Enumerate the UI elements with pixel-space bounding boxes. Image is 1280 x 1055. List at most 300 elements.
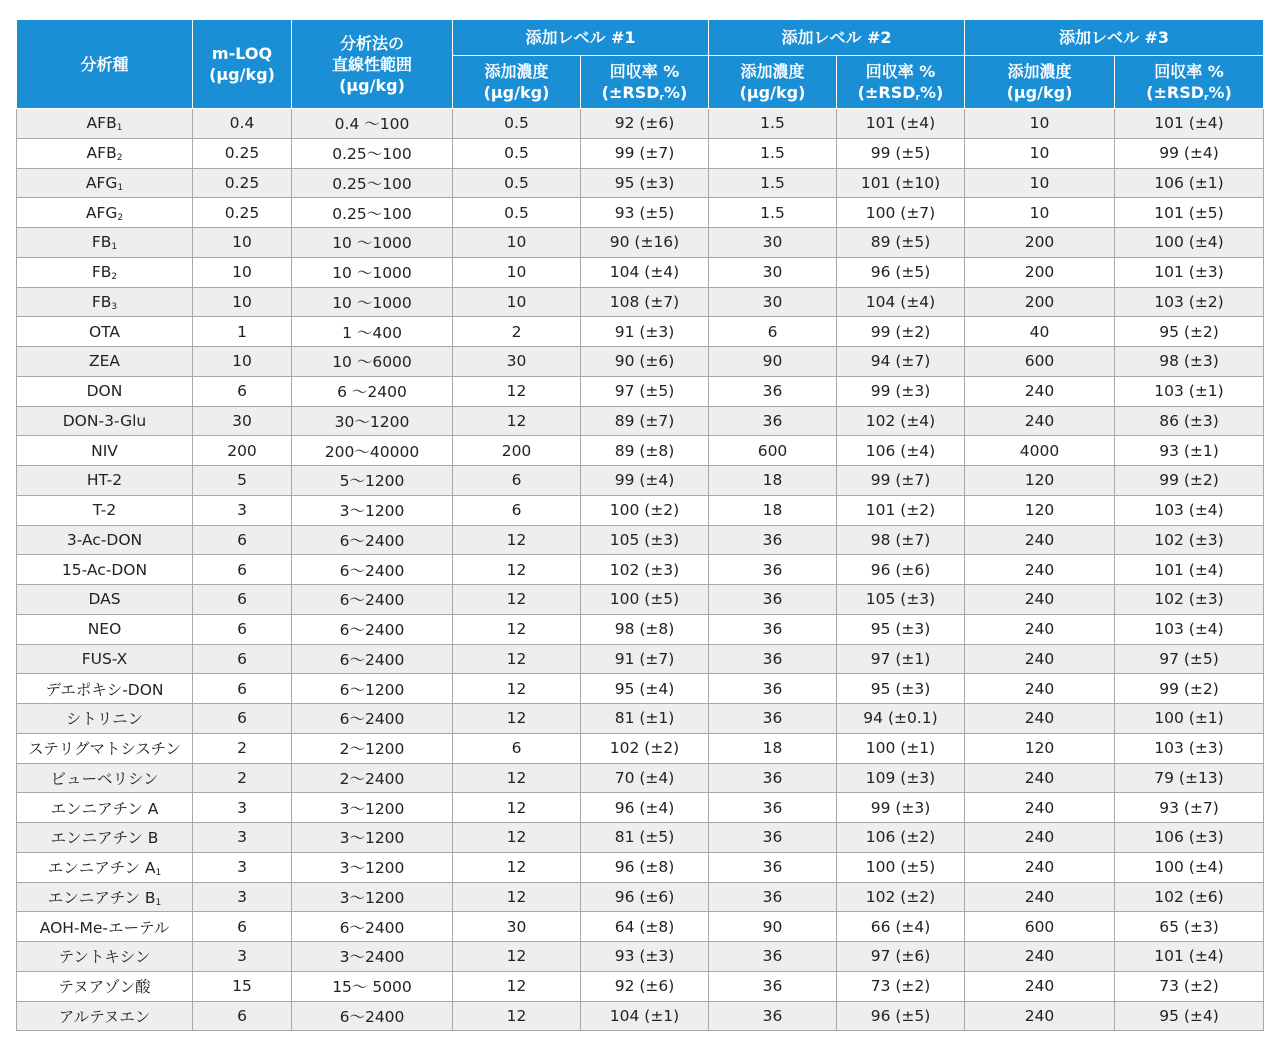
analyte-cell: NIV — [17, 436, 193, 466]
conc-1-cell: 12 — [453, 852, 581, 882]
analyte-cell: DON-3-Glu — [17, 406, 193, 436]
conc-2-cell: 36 — [709, 585, 837, 615]
table-row — [17, 555, 1264, 585]
table-row — [17, 495, 1264, 525]
conc-1-cell: 12 — [453, 674, 581, 704]
conc-2-cell: 36 — [709, 1001, 837, 1031]
conc-2-cell: 90 — [709, 912, 837, 942]
conc-2-cell: 1.5 — [709, 109, 837, 139]
recovery-3-cell: 73 (±2) — [1115, 971, 1264, 1001]
range-cell: 10 ～6000 — [292, 347, 453, 377]
recovery-1-cell: 104 (±4) — [581, 257, 709, 287]
analyte-cell: DON — [17, 376, 193, 406]
analyte-cell: $AFG_2$ — [17, 198, 193, 228]
conc-1-cell: 10 — [453, 287, 581, 317]
mloq-cell: 0.25 — [193, 138, 292, 168]
range-cell: 6～2400 — [292, 1001, 453, 1031]
conc-2-cell: 36 — [709, 614, 837, 644]
header-conc: 添加濃度 (µg/kg) — [709, 56, 837, 109]
conc-2-cell: 30 — [709, 257, 837, 287]
conc-2-cell: 18 — [709, 733, 837, 763]
table-row — [17, 257, 1264, 287]
recovery-3-cell: 103 (±2) — [1115, 287, 1264, 317]
recovery-1-cell: 90 (±16) — [581, 228, 709, 258]
recovery-3-cell: 103 (±4) — [1115, 495, 1264, 525]
recovery-1-cell: 92 (±6) — [581, 971, 709, 1001]
analyte-cell: $AFB_2$ — [17, 138, 193, 168]
conc-1-cell: 30 — [453, 347, 581, 377]
table-row — [17, 109, 1264, 139]
recovery-1-cell: 100 (±5) — [581, 585, 709, 615]
recovery-2-cell: 99 (±5) — [837, 138, 965, 168]
table-row — [17, 644, 1264, 674]
conc-1-cell: 12 — [453, 644, 581, 674]
mloq-cell: 6 — [193, 1001, 292, 1031]
recovery-2-cell: 99 (±2) — [837, 317, 965, 347]
analyte-cell: FUS-X — [17, 644, 193, 674]
recovery-1-cell: 95 (±4) — [581, 674, 709, 704]
conc-3-cell: 600 — [965, 347, 1115, 377]
recovery-3-cell: 100 (±4) — [1115, 852, 1264, 882]
analyte-cell: テントキシン — [17, 942, 193, 972]
conc-2-cell: 1.5 — [709, 138, 837, 168]
analyte-cell: エンニアチン $B_1$ — [17, 882, 193, 912]
table-row — [17, 733, 1264, 763]
conc-2-cell: 36 — [709, 942, 837, 972]
recovery-1-cell: 89 (±8) — [581, 436, 709, 466]
recovery-2-cell: 100 (±5) — [837, 852, 965, 882]
table-row — [17, 942, 1264, 972]
conc-2-cell: 36 — [709, 376, 837, 406]
analyte-cell: 15-Ac-DON — [17, 555, 193, 585]
conc-3-cell: 4000 — [965, 436, 1115, 466]
range-cell: 6～2400 — [292, 704, 453, 734]
range-cell: 6～2400 — [292, 614, 453, 644]
table-row — [17, 585, 1264, 615]
conc-2-cell: 1.5 — [709, 168, 837, 198]
conc-1-cell: 12 — [453, 525, 581, 555]
range-cell: 2～2400 — [292, 763, 453, 793]
recovery-3-cell: 100 (±1) — [1115, 704, 1264, 734]
recovery-2-cell: 101 (±10) — [837, 168, 965, 198]
recovery-2-cell: 99 (±3) — [837, 376, 965, 406]
conc-3-cell: 200 — [965, 228, 1115, 258]
conc-3-cell: 10 — [965, 198, 1115, 228]
range-cell: 6 ～2400 — [292, 376, 453, 406]
recovery-2-cell: 66 (±4) — [837, 912, 965, 942]
recovery-3-cell: 79 (±13) — [1115, 763, 1264, 793]
analyte-cell: エンニアチン $A_1$ — [17, 852, 193, 882]
conc-3-cell: 240 — [965, 406, 1115, 436]
analyte-cell: AOH-Me-エーテル — [17, 912, 193, 942]
recovery-3-cell: 93 (±7) — [1115, 793, 1264, 823]
conc-1-cell: 0.5 — [453, 168, 581, 198]
recovery-3-cell: 101 (±4) — [1115, 109, 1264, 139]
table-row — [17, 1001, 1264, 1031]
mloq-cell: 6 — [193, 912, 292, 942]
recovery-1-cell: 89 (±7) — [581, 406, 709, 436]
table-row — [17, 971, 1264, 1001]
conc-3-cell: 200 — [965, 257, 1115, 287]
analyte-cell: $FB_3$ — [17, 287, 193, 317]
conc-1-cell: 12 — [453, 1001, 581, 1031]
table-row — [17, 168, 1264, 198]
recovery-1-cell: 70 (±4) — [581, 763, 709, 793]
header-recovery: 回収率 % $(\pm RSD_r\%)$ — [1115, 56, 1264, 109]
mloq-cell: 10 — [193, 347, 292, 377]
conc-2-cell: 30 — [709, 287, 837, 317]
recovery-1-cell: 102 (±2) — [581, 733, 709, 763]
recovery-1-cell: 91 (±7) — [581, 644, 709, 674]
recovery-1-cell: 108 (±7) — [581, 287, 709, 317]
conc-2-cell: 36 — [709, 525, 837, 555]
conc-1-cell: 6 — [453, 495, 581, 525]
conc-2-cell: 1.5 — [709, 198, 837, 228]
conc-1-cell: 12 — [453, 882, 581, 912]
mloq-cell: 6 — [193, 704, 292, 734]
conc-1-cell: 12 — [453, 971, 581, 1001]
recovery-3-cell: 99 (±4) — [1115, 138, 1264, 168]
table-row — [17, 763, 1264, 793]
conc-3-cell: 240 — [965, 614, 1115, 644]
recovery-2-cell: 101 (±4) — [837, 109, 965, 139]
conc-3-cell: 240 — [965, 585, 1115, 615]
header-conc: 添加濃度 (µg/kg) — [965, 56, 1115, 109]
recovery-table — [16, 19, 1264, 1031]
conc-1-cell: 12 — [453, 942, 581, 972]
conc-2-cell: 36 — [709, 971, 837, 1001]
table-row — [17, 674, 1264, 704]
mloq-cell: 6 — [193, 644, 292, 674]
mloq-cell: 3 — [193, 942, 292, 972]
table-row — [17, 287, 1264, 317]
mloq-cell: 10 — [193, 257, 292, 287]
header-level-2: 添加レベル #2 — [709, 20, 965, 56]
table-row — [17, 138, 1264, 168]
conc-3-cell: 240 — [965, 644, 1115, 674]
conc-2-cell: 6 — [709, 317, 837, 347]
mloq-cell: 15 — [193, 971, 292, 1001]
table-row — [17, 823, 1264, 853]
range-cell: 0.25～100 — [292, 138, 453, 168]
range-cell: 5～1200 — [292, 466, 453, 496]
conc-2-cell: 36 — [709, 852, 837, 882]
recovery-3-cell: 101 (±4) — [1115, 942, 1264, 972]
range-cell: 3～1200 — [292, 852, 453, 882]
header-analyte: 分析種 — [17, 20, 193, 109]
analyte-cell: NEO — [17, 614, 193, 644]
recovery-1-cell: 96 (±8) — [581, 852, 709, 882]
recovery-1-cell: 96 (±6) — [581, 882, 709, 912]
header-conc: 添加濃度 (µg/kg) — [453, 56, 581, 109]
conc-1-cell: 12 — [453, 585, 581, 615]
mloq-cell: 3 — [193, 793, 292, 823]
mloq-cell: 3 — [193, 823, 292, 853]
range-cell: 6～1200 — [292, 674, 453, 704]
table-header — [17, 20, 1264, 109]
range-cell: 0.25～100 — [292, 198, 453, 228]
recovery-3-cell: 65 (±3) — [1115, 912, 1264, 942]
recovery-2-cell: 94 (±0.1) — [837, 704, 965, 734]
conc-3-cell: 240 — [965, 704, 1115, 734]
conc-3-cell: 240 — [965, 942, 1115, 972]
range-cell: 6～2400 — [292, 644, 453, 674]
range-cell: 3～1200 — [292, 793, 453, 823]
conc-1-cell: 6 — [453, 466, 581, 496]
recovery-1-cell: 96 (±4) — [581, 793, 709, 823]
recovery-1-cell: 64 (±8) — [581, 912, 709, 942]
range-cell: 3～2400 — [292, 942, 453, 972]
recovery-2-cell: 73 (±2) — [837, 971, 965, 1001]
recovery-3-cell: 103 (±1) — [1115, 376, 1264, 406]
recovery-1-cell: 104 (±1) — [581, 1001, 709, 1031]
recovery-3-cell: 95 (±2) — [1115, 317, 1264, 347]
recovery-3-cell: 101 (±5) — [1115, 198, 1264, 228]
range-cell: 6～2400 — [292, 555, 453, 585]
analyte-cell: $FB_1$ — [17, 228, 193, 258]
conc-3-cell: 240 — [965, 823, 1115, 853]
recovery-1-cell: 93 (±3) — [581, 942, 709, 972]
range-cell: 10 ～1000 — [292, 257, 453, 287]
analyte-cell: テヌアゾン酸 — [17, 971, 193, 1001]
conc-3-cell: 240 — [965, 793, 1115, 823]
table-row — [17, 406, 1264, 436]
analyte-cell: $AFG_1$ — [17, 168, 193, 198]
conc-3-cell: 120 — [965, 495, 1115, 525]
mloq-cell: 0.25 — [193, 198, 292, 228]
conc-1-cell: 0.5 — [453, 198, 581, 228]
range-cell: 15～ 5000 — [292, 971, 453, 1001]
mloq-cell: 1 — [193, 317, 292, 347]
analyte-cell: T-2 — [17, 495, 193, 525]
conc-2-cell: 36 — [709, 763, 837, 793]
table-row — [17, 852, 1264, 882]
mloq-cell: 0.4 — [193, 109, 292, 139]
conc-2-cell: 90 — [709, 347, 837, 377]
recovery-2-cell: 95 (±3) — [837, 614, 965, 644]
conc-3-cell: 240 — [965, 674, 1115, 704]
analyte-cell: シトリニン — [17, 704, 193, 734]
recovery-table-container — [16, 19, 1263, 1031]
conc-3-cell: 240 — [965, 525, 1115, 555]
analyte-cell: HT-2 — [17, 466, 193, 496]
mloq-cell: 0.25 — [193, 168, 292, 198]
table-row — [17, 198, 1264, 228]
recovery-2-cell: 105 (±3) — [837, 585, 965, 615]
conc-1-cell: 12 — [453, 406, 581, 436]
analyte-cell: アルテヌエン — [17, 1001, 193, 1031]
range-cell: 1 ～400 — [292, 317, 453, 347]
conc-3-cell: 240 — [965, 852, 1115, 882]
recovery-3-cell: 103 (±4) — [1115, 614, 1264, 644]
conc-3-cell: 240 — [965, 1001, 1115, 1031]
recovery-1-cell: 95 (±3) — [581, 168, 709, 198]
conc-1-cell: 200 — [453, 436, 581, 466]
conc-3-cell: 240 — [965, 763, 1115, 793]
recovery-1-cell: 90 (±6) — [581, 347, 709, 377]
recovery-1-cell: 99 (±7) — [581, 138, 709, 168]
analyte-cell: ステリグマトシスチン — [17, 733, 193, 763]
conc-3-cell: 240 — [965, 555, 1115, 585]
mloq-cell: 6 — [193, 674, 292, 704]
recovery-3-cell: 102 (±3) — [1115, 585, 1264, 615]
range-cell: 30～1200 — [292, 406, 453, 436]
conc-3-cell: 10 — [965, 138, 1115, 168]
conc-3-cell: 200 — [965, 287, 1115, 317]
recovery-1-cell: 93 (±5) — [581, 198, 709, 228]
analyte-cell: DAS — [17, 585, 193, 615]
conc-1-cell: 12 — [453, 704, 581, 734]
conc-2-cell: 36 — [709, 555, 837, 585]
mloq-cell: 6 — [193, 555, 292, 585]
analyte-cell: $FB_2$ — [17, 257, 193, 287]
recovery-2-cell: 95 (±3) — [837, 674, 965, 704]
recovery-3-cell: 98 (±3) — [1115, 347, 1264, 377]
conc-2-cell: 36 — [709, 823, 837, 853]
conc-1-cell: 0.5 — [453, 138, 581, 168]
conc-3-cell: 240 — [965, 882, 1115, 912]
recovery-2-cell: 102 (±2) — [837, 882, 965, 912]
recovery-1-cell: 91 (±3) — [581, 317, 709, 347]
table-row — [17, 793, 1264, 823]
conc-3-cell: 10 — [965, 109, 1115, 139]
recovery-2-cell: 96 (±5) — [837, 257, 965, 287]
recovery-2-cell: 99 (±7) — [837, 466, 965, 496]
table-row — [17, 704, 1264, 734]
recovery-2-cell: 97 (±1) — [837, 644, 965, 674]
recovery-3-cell: 103 (±3) — [1115, 733, 1264, 763]
recovery-2-cell: 99 (±3) — [837, 793, 965, 823]
header-level-1: 添加レベル #1 — [453, 20, 709, 56]
range-cell: 200～40000 — [292, 436, 453, 466]
recovery-3-cell: 97 (±5) — [1115, 644, 1264, 674]
mloq-cell: 2 — [193, 733, 292, 763]
mloq-cell: 10 — [193, 228, 292, 258]
conc-1-cell: 12 — [453, 376, 581, 406]
range-cell: 6～2400 — [292, 525, 453, 555]
conc-2-cell: 18 — [709, 466, 837, 496]
analyte-cell: ZEA — [17, 347, 193, 377]
mloq-cell: 3 — [193, 882, 292, 912]
recovery-3-cell: 101 (±3) — [1115, 257, 1264, 287]
analyte-cell: OTA — [17, 317, 193, 347]
conc-2-cell: 600 — [709, 436, 837, 466]
recovery-1-cell: 92 (±6) — [581, 109, 709, 139]
recovery-2-cell: 101 (±2) — [837, 495, 965, 525]
conc-1-cell: 12 — [453, 555, 581, 585]
range-cell: 3～1200 — [292, 823, 453, 853]
recovery-2-cell: 100 (±1) — [837, 733, 965, 763]
header-recovery: 回収率 % $(\pm RSD_r\%)$ — [581, 56, 709, 109]
analyte-cell: デエポキシ-DON — [17, 674, 193, 704]
recovery-2-cell: 100 (±7) — [837, 198, 965, 228]
range-cell: 0.25～100 — [292, 168, 453, 198]
mloq-cell: 6 — [193, 525, 292, 555]
recovery-2-cell: 97 (±6) — [837, 942, 965, 972]
mloq-cell: 6 — [193, 585, 292, 615]
mloq-cell: 5 — [193, 466, 292, 496]
mloq-cell: 30 — [193, 406, 292, 436]
mloq-cell: 200 — [193, 436, 292, 466]
mloq-cell: 2 — [193, 763, 292, 793]
range-cell: 2～1200 — [292, 733, 453, 763]
recovery-1-cell: 99 (±4) — [581, 466, 709, 496]
header-level-3: 添加レベル #3 — [965, 20, 1264, 56]
recovery-1-cell: 97 (±5) — [581, 376, 709, 406]
conc-1-cell: 12 — [453, 823, 581, 853]
conc-1-cell: 12 — [453, 763, 581, 793]
conc-3-cell: 40 — [965, 317, 1115, 347]
conc-2-cell: 36 — [709, 674, 837, 704]
analyte-cell: $AFB_1$ — [17, 109, 193, 139]
conc-3-cell: 10 — [965, 168, 1115, 198]
conc-1-cell: 12 — [453, 793, 581, 823]
mloq-cell: 6 — [193, 376, 292, 406]
recovery-1-cell: 105 (±3) — [581, 525, 709, 555]
conc-3-cell: 240 — [965, 376, 1115, 406]
conc-1-cell: 10 — [453, 228, 581, 258]
header-recovery: 回収率 % $(\pm RSD_r\%)$ — [837, 56, 965, 109]
recovery-2-cell: 96 (±5) — [837, 1001, 965, 1031]
conc-1-cell: 2 — [453, 317, 581, 347]
conc-1-cell: 10 — [453, 257, 581, 287]
conc-1-cell: 6 — [453, 733, 581, 763]
recovery-3-cell: 100 (±4) — [1115, 228, 1264, 258]
table-row — [17, 436, 1264, 466]
range-cell: 6～2400 — [292, 585, 453, 615]
range-cell: 0.4 ～100 — [292, 109, 453, 139]
recovery-1-cell: 102 (±3) — [581, 555, 709, 585]
recovery-3-cell: 102 (±3) — [1115, 525, 1264, 555]
recovery-2-cell: 106 (±4) — [837, 436, 965, 466]
analyte-cell: ビューベリシン — [17, 763, 193, 793]
recovery-3-cell: 93 (±1) — [1115, 436, 1264, 466]
recovery-2-cell: 89 (±5) — [837, 228, 965, 258]
range-cell: 10 ～1000 — [292, 287, 453, 317]
header-linear-range: 分析法の 直線性範囲 (µg/kg) — [292, 20, 453, 109]
range-cell: 6～2400 — [292, 912, 453, 942]
analyte-cell: エンニアチン B — [17, 823, 193, 853]
recovery-1-cell: 100 (±2) — [581, 495, 709, 525]
conc-2-cell: 18 — [709, 495, 837, 525]
recovery-2-cell: 102 (±4) — [837, 406, 965, 436]
recovery-2-cell: 104 (±4) — [837, 287, 965, 317]
conc-2-cell: 36 — [709, 406, 837, 436]
range-cell: 10 ～1000 — [292, 228, 453, 258]
range-cell: 3～1200 — [292, 495, 453, 525]
range-cell: 3～1200 — [292, 882, 453, 912]
mloq-cell: 6 — [193, 614, 292, 644]
table-row — [17, 912, 1264, 942]
recovery-3-cell: 86 (±3) — [1115, 406, 1264, 436]
header-mloq: m-LOQ (µg/kg) — [193, 20, 292, 109]
recovery-1-cell: 81 (±5) — [581, 823, 709, 853]
recovery-2-cell: 96 (±6) — [837, 555, 965, 585]
recovery-3-cell: 99 (±2) — [1115, 466, 1264, 496]
mloq-cell: 10 — [193, 287, 292, 317]
mloq-cell: 3 — [193, 495, 292, 525]
recovery-1-cell: 81 (±1) — [581, 704, 709, 734]
table-row — [17, 347, 1264, 377]
recovery-2-cell: 98 (±7) — [837, 525, 965, 555]
analyte-cell: 3-Ac-DON — [17, 525, 193, 555]
recovery-3-cell: 101 (±4) — [1115, 555, 1264, 585]
table-row — [17, 882, 1264, 912]
conc-1-cell: 30 — [453, 912, 581, 942]
recovery-2-cell: 94 (±7) — [837, 347, 965, 377]
table-body — [17, 109, 1264, 1031]
recovery-3-cell: 106 (±1) — [1115, 168, 1264, 198]
